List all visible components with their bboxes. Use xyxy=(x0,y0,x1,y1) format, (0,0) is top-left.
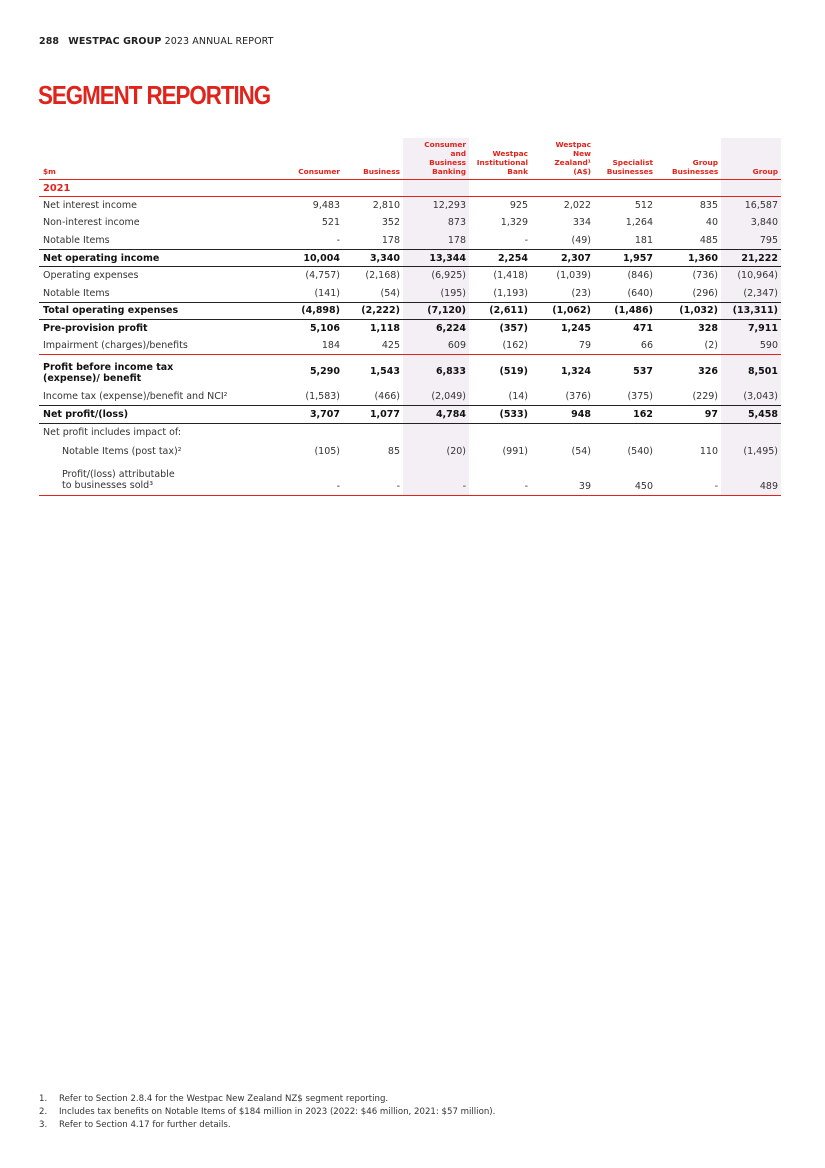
cell: (54) xyxy=(380,287,400,299)
footnote-number: 2. xyxy=(39,1107,48,1117)
cell: 925 xyxy=(509,200,528,212)
table-row xyxy=(39,214,781,232)
cell: 39 xyxy=(531,463,594,496)
cell: 471 xyxy=(633,323,653,335)
cell: 835 xyxy=(699,200,718,212)
table-row xyxy=(39,423,781,441)
cell: 5,106 xyxy=(309,323,340,335)
cell: 13,344 xyxy=(403,249,469,267)
cell: (296) xyxy=(692,287,718,299)
cell: 178 xyxy=(381,234,400,246)
cell: (2,049) xyxy=(403,388,469,406)
cell: 5,458 xyxy=(721,405,781,423)
cell: 21,222 xyxy=(721,249,781,267)
segment-reporting-table xyxy=(39,138,781,496)
table-row xyxy=(39,284,781,302)
cell: 609 xyxy=(403,337,469,355)
cell: 110 xyxy=(699,446,718,458)
cell: (195) xyxy=(403,284,469,302)
footnote xyxy=(39,1119,495,1132)
footnote-number: 3. xyxy=(39,1120,48,1130)
cell: 1,360 xyxy=(656,249,721,267)
cell: 425 xyxy=(343,337,403,355)
cell: (4,757) xyxy=(305,270,340,282)
table-row xyxy=(39,388,781,406)
cell: 10,004 xyxy=(219,249,343,267)
cell: (2,168) xyxy=(365,270,400,282)
table-row xyxy=(39,463,781,496)
cell: 3,840 xyxy=(721,214,781,232)
cell: (141) xyxy=(314,287,340,299)
cell: (1,062) xyxy=(531,302,594,320)
cell: 2,810 xyxy=(372,200,400,212)
footnote-text: Refer to Section 2.8.4 for the Westpac New Zealand NZ$ segment reporting. xyxy=(59,1094,389,1104)
cell: (2,222) xyxy=(343,302,403,320)
footnote-text: Includes tax benefits on Notable Items of $184 million in 2023 (2022: $46 million, 2021: $57 million). xyxy=(59,1107,496,1117)
cell: 1,324 xyxy=(560,366,591,378)
footnote-text: Refer to Section 4.17 for further details. xyxy=(59,1120,231,1130)
cell: 5,290 xyxy=(309,366,340,378)
cell: (375) xyxy=(627,390,653,402)
cell: (54) xyxy=(571,446,591,458)
cell: (49) xyxy=(571,234,591,246)
cell: 66 xyxy=(594,337,656,355)
table-row xyxy=(39,267,781,285)
cell: 1,543 xyxy=(369,366,400,378)
cell: 537 xyxy=(633,366,653,378)
cell: 2,022 xyxy=(563,200,591,212)
cell: (14) xyxy=(508,390,528,402)
cell: (846) xyxy=(627,270,653,282)
column-header: Consumer xyxy=(219,138,343,180)
cell: 873 xyxy=(403,214,469,232)
cell: 6,833 xyxy=(403,355,469,388)
row-label: Notable Items (post tax)² xyxy=(62,446,182,458)
footnote xyxy=(39,1093,495,1106)
cell: (2,347) xyxy=(721,284,781,302)
cell: 7,911 xyxy=(721,320,781,338)
row-label: Profit before income tax (expense)/ benefit xyxy=(43,361,174,384)
cell: 326 xyxy=(698,366,718,378)
cell: 485 xyxy=(699,234,718,246)
row-label: Operating expenses xyxy=(43,270,139,282)
cell: 79 xyxy=(531,337,594,355)
row-label: Pre-provision profit xyxy=(43,323,148,335)
table-row xyxy=(39,197,781,215)
cell: (1,193) xyxy=(493,287,528,299)
cell: 512 xyxy=(634,200,653,212)
cell: 521 xyxy=(321,217,340,229)
row-label: Total operating expenses xyxy=(39,302,219,320)
page-number: 288 xyxy=(39,36,60,47)
cell: (13,311) xyxy=(721,302,781,320)
row-label: Profit/(loss) attributable to businesses sold³ xyxy=(39,463,219,496)
cell: (519) xyxy=(499,366,528,378)
cell: (357) xyxy=(499,323,528,335)
cell: 184 xyxy=(219,337,343,355)
table-row xyxy=(39,441,781,463)
cell: 16,587 xyxy=(721,197,781,215)
row-label: Net interest income xyxy=(43,200,137,212)
row-label: Net profit includes impact of: xyxy=(43,426,182,438)
cell: (20) xyxy=(403,441,469,463)
total-row xyxy=(39,249,781,267)
row-label: Income tax (expense)/benefit and NCI² xyxy=(43,390,228,402)
cell: 3,340 xyxy=(343,249,403,267)
cell: 178 xyxy=(403,232,469,250)
page-title: SEGMENT REPORTING xyxy=(38,80,271,110)
cell: (533) xyxy=(469,405,531,423)
table-row xyxy=(39,337,781,355)
cell: 97 xyxy=(656,405,721,423)
cell: 795 xyxy=(721,232,781,250)
cell: (23) xyxy=(571,287,591,299)
cell: - xyxy=(219,463,343,496)
footnotes xyxy=(39,1093,495,1132)
cell: (229) xyxy=(692,390,718,402)
cell: (7,120) xyxy=(403,302,469,320)
cell: - xyxy=(403,463,469,496)
page-header xyxy=(39,36,274,47)
report-name: 2023 ANNUAL REPORT xyxy=(164,36,274,47)
cell: (1,039) xyxy=(556,270,591,282)
cell: 1,118 xyxy=(369,323,400,335)
subtotal-row xyxy=(39,355,781,388)
row-label: Non-interest income xyxy=(43,217,140,229)
cell: - xyxy=(336,234,340,246)
cell: 12,293 xyxy=(403,197,469,215)
cell: 8,501 xyxy=(721,355,781,388)
cell: (4,898) xyxy=(219,302,343,320)
year-label: 2021 xyxy=(39,180,219,197)
cell: 85 xyxy=(387,446,400,458)
cell: (2) xyxy=(656,337,721,355)
cell: (105) xyxy=(314,446,340,458)
cell: 6,224 xyxy=(403,320,469,338)
cell: 4,784 xyxy=(403,405,469,423)
cell: (1,486) xyxy=(594,302,656,320)
table-header-row xyxy=(39,138,781,180)
column-header: Westpac New Zealand¹ (A$) xyxy=(531,138,594,180)
cell: 328 xyxy=(698,323,718,335)
column-header: Westpac Institutional Bank xyxy=(469,138,531,180)
cell: 2,254 xyxy=(469,249,531,267)
cell: (991) xyxy=(502,446,528,458)
cell: (1,032) xyxy=(656,302,721,320)
cell: 1,264 xyxy=(625,217,653,229)
cell: 9,483 xyxy=(312,200,340,212)
cell: 489 xyxy=(721,463,781,496)
cell: (376) xyxy=(565,390,591,402)
cell: 3,707 xyxy=(219,405,343,423)
cell: 352 xyxy=(381,217,400,229)
cell: (2,611) xyxy=(469,302,531,320)
cell: 1,245 xyxy=(560,323,591,335)
cell: (1,495) xyxy=(721,441,781,463)
row-label: Net operating income xyxy=(39,249,219,267)
column-header: Group Businesses xyxy=(656,138,721,180)
footnote-number: 1. xyxy=(39,1094,48,1104)
column-header: Business xyxy=(343,138,403,180)
cell: 2,307 xyxy=(531,249,594,267)
cell: (162) xyxy=(469,337,531,355)
cell: (10,964) xyxy=(721,267,781,285)
row-label: Notable Items xyxy=(43,234,110,246)
cell: 181 xyxy=(634,234,653,246)
footnote xyxy=(39,1106,495,1119)
org-name: WESTPAC GROUP xyxy=(68,36,162,47)
cell: (6,925) xyxy=(403,267,469,285)
cell: 590 xyxy=(721,337,781,355)
total-row xyxy=(39,302,781,320)
cell: (3,043) xyxy=(721,388,781,406)
cell: 1,957 xyxy=(594,249,656,267)
cell: 948 xyxy=(531,405,594,423)
table-row xyxy=(39,232,781,250)
cell: - xyxy=(469,463,531,496)
cell: 162 xyxy=(594,405,656,423)
cell: - xyxy=(524,234,528,246)
segment-table-wrapper xyxy=(39,138,778,496)
cell: - xyxy=(656,463,721,496)
column-header: Group xyxy=(721,138,781,180)
row-label: Notable Items xyxy=(43,287,110,299)
cell: (466) xyxy=(374,390,400,402)
cell: (1,418) xyxy=(493,270,528,282)
cell: 40 xyxy=(705,217,718,229)
row-label: Net profit/(loss) xyxy=(39,405,219,423)
column-header: $m xyxy=(39,138,219,180)
cell: (1,583) xyxy=(305,390,340,402)
column-header: Specialist Businesses xyxy=(594,138,656,180)
cell: (640) xyxy=(627,287,653,299)
year-row xyxy=(39,180,781,197)
cell: (540) xyxy=(627,446,653,458)
cell: - xyxy=(343,463,403,496)
cell: 1,077 xyxy=(343,405,403,423)
subtotal-row xyxy=(39,320,781,338)
cell: 334 xyxy=(572,217,591,229)
cell: (736) xyxy=(692,270,718,282)
column-header: Consumer and Business Banking xyxy=(403,138,469,180)
row-label: Impairment (charges)/benefits xyxy=(39,337,219,355)
total-row xyxy=(39,405,781,423)
cell: 450 xyxy=(594,463,656,496)
cell: 1,329 xyxy=(500,217,528,229)
